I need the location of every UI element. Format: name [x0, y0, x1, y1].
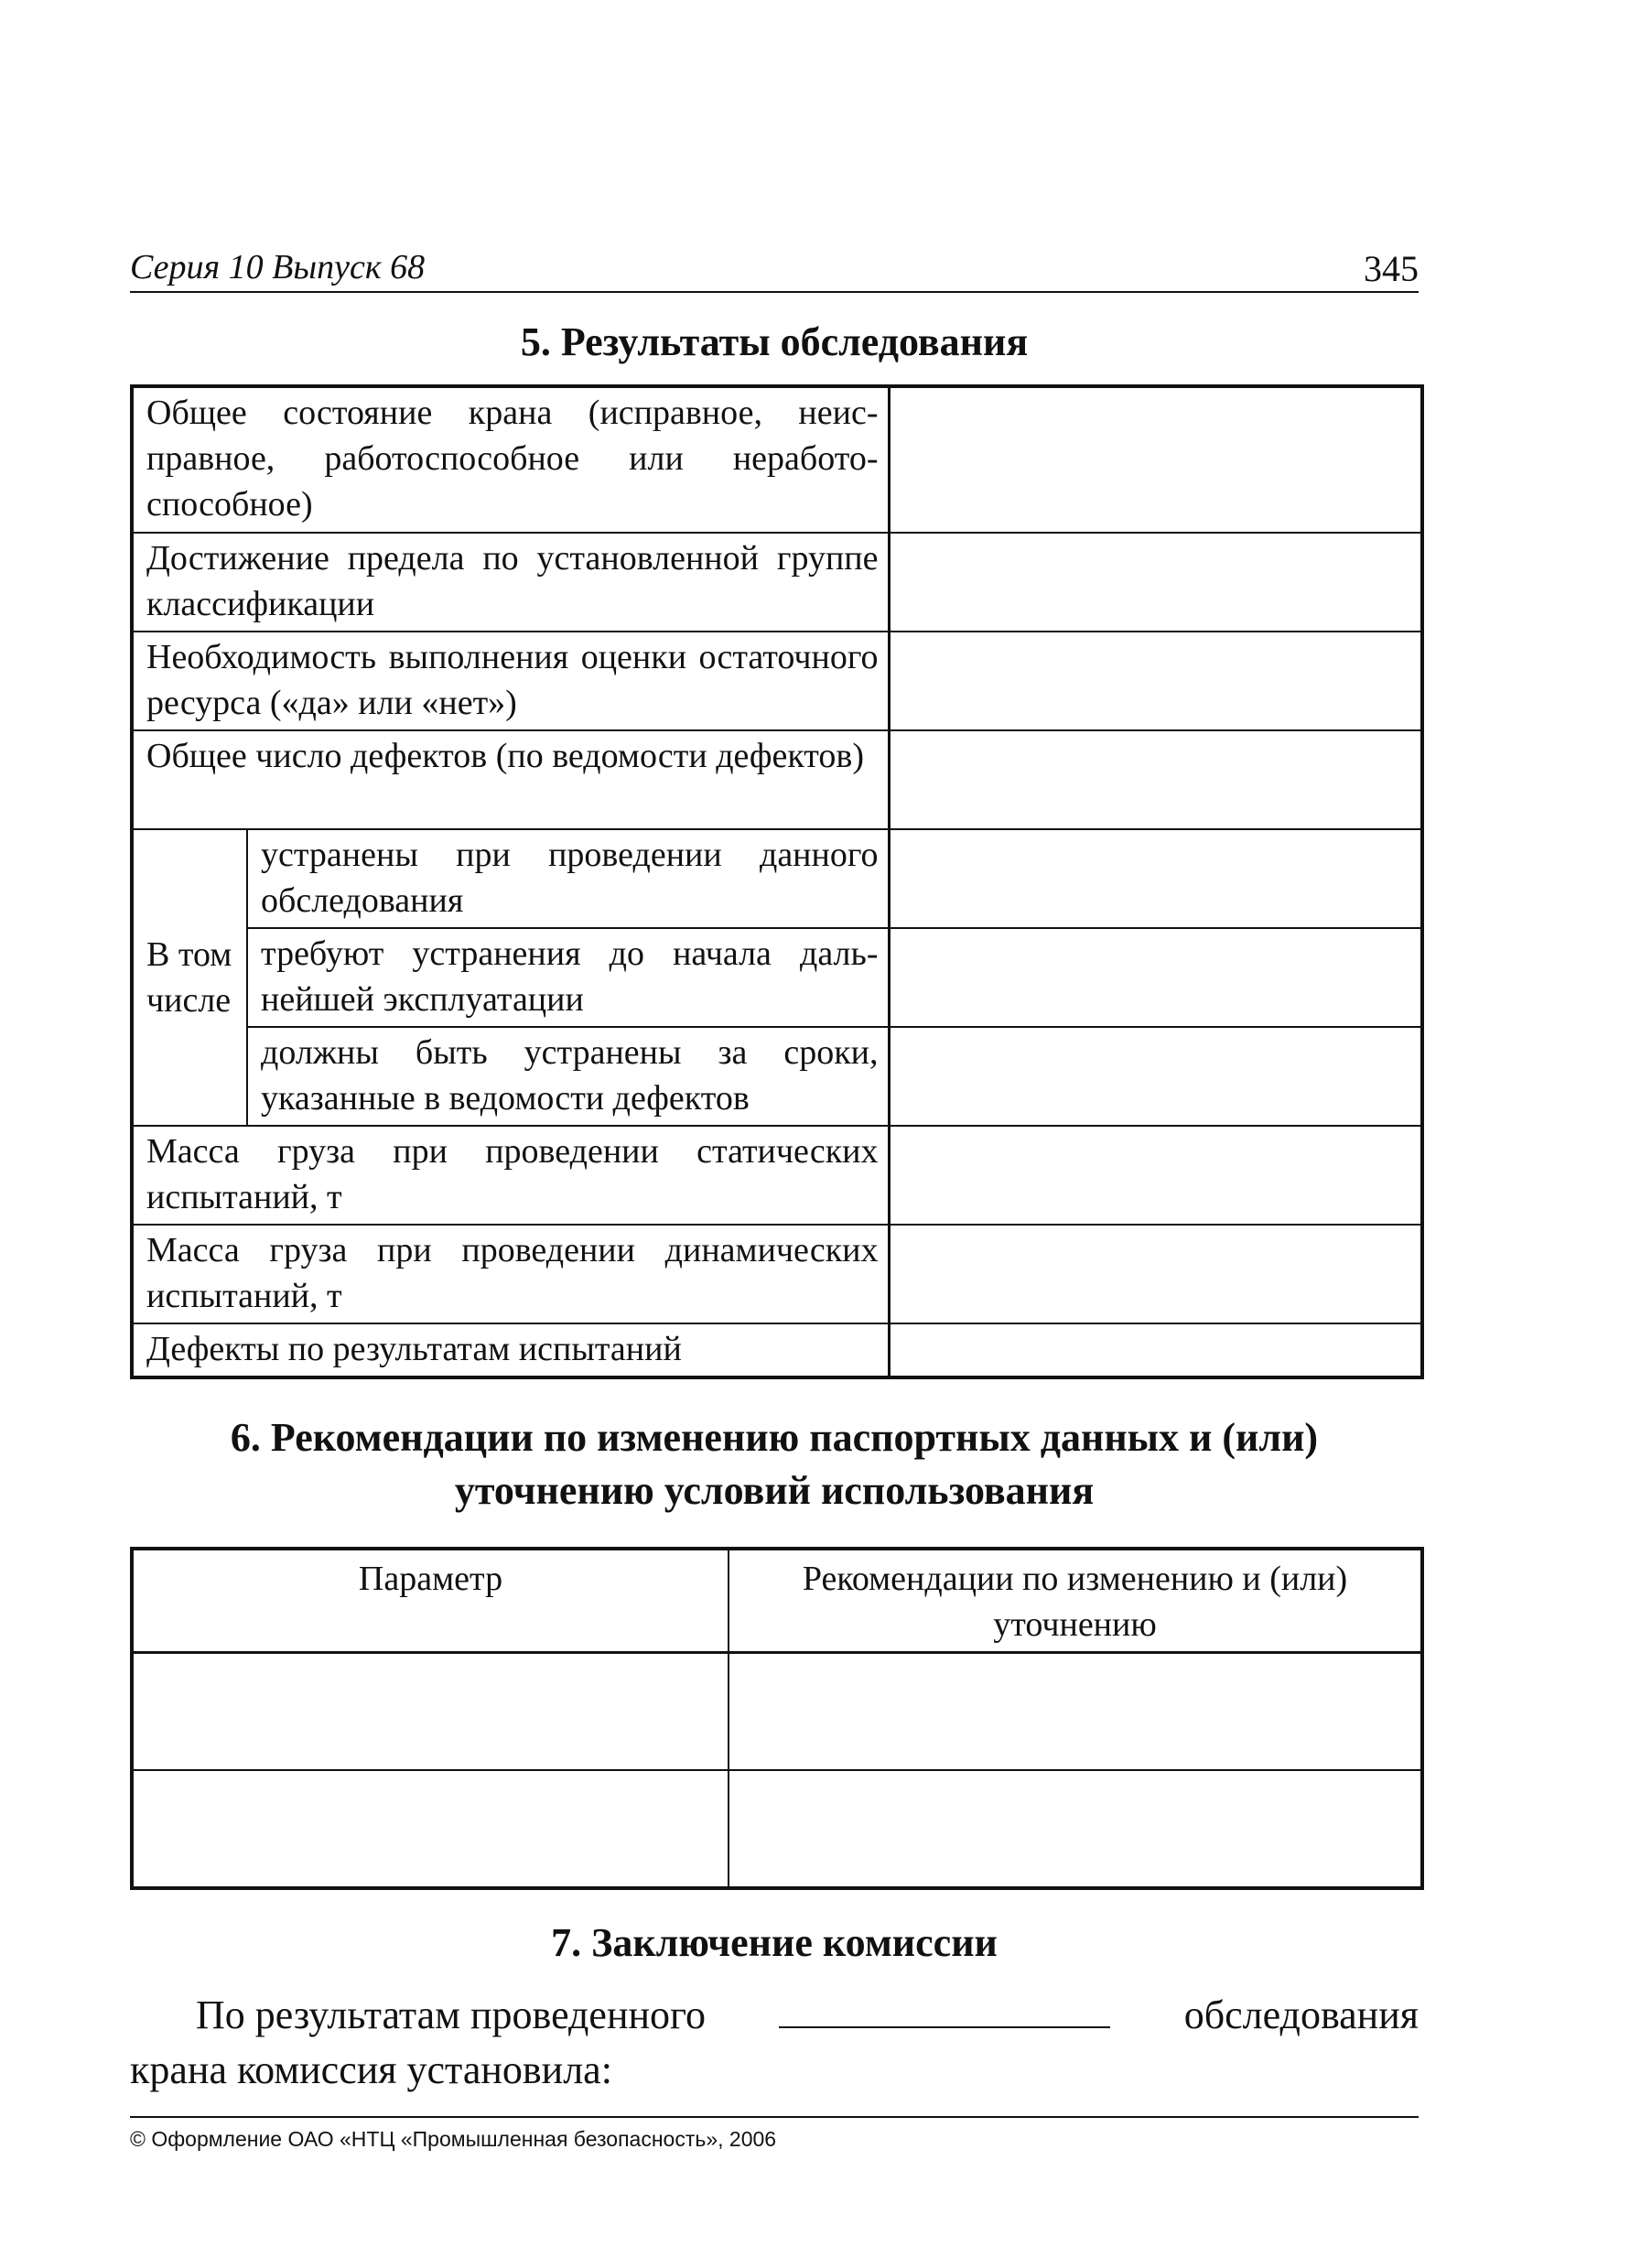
row-value-cell — [889, 386, 1422, 533]
results-table — [130, 384, 1424, 1379]
footer-divider — [130, 2116, 1419, 2118]
column-header-parameter: Параметр — [132, 1549, 729, 1653]
section-6-title-line-2: уточнению условий использования — [454, 1468, 1095, 1513]
table-row — [132, 1653, 1422, 1771]
table-row — [132, 829, 1422, 928]
conclusion-line-2: крана комиссия установила: — [130, 2047, 612, 2092]
section-5-title: 5. Результаты обследования — [520, 319, 1029, 364]
series-label: Серия 10 Выпуск 68 — [130, 248, 426, 286]
row-value-cell — [889, 1323, 1422, 1377]
fill-in-blank — [779, 1993, 1110, 2028]
row-label: Общее состояние крана (исправное, неисправное, работоспособное или неработоспособное) — [132, 386, 889, 533]
table-row — [132, 1770, 1422, 1888]
empty-cell — [132, 1770, 729, 1888]
row-label: Масса груза при проведении статических испытаний, т — [132, 1126, 889, 1225]
conclusion-text-start: По результатам проведенного — [196, 1993, 706, 2037]
row-label: Достижение предела по установленной группе классификации — [132, 533, 889, 632]
table-row — [132, 1323, 1422, 1377]
recommendations-table — [130, 1547, 1424, 1890]
empty-cell — [729, 1653, 1422, 1771]
running-header — [130, 245, 1419, 293]
section-6-title-line-1: 6. Рекомендации по изменению паспортных данных и (или) — [230, 1415, 1319, 1460]
row-value-cell — [889, 730, 1422, 829]
table-row — [132, 1126, 1422, 1225]
group-label: В том числе — [132, 829, 247, 1126]
row-value-cell — [889, 928, 1422, 1027]
row-value-cell — [889, 533, 1422, 632]
row-label: требуют устранения до начала дальнейшей эксплуатации — [247, 928, 889, 1027]
page-number: 345 — [1364, 248, 1419, 289]
table-row — [132, 928, 1422, 1027]
empty-cell — [729, 1770, 1422, 1888]
row-label: Дефекты по результатам испытаний — [132, 1323, 889, 1377]
row-value-cell — [889, 632, 1422, 730]
row-label: устранены при проведении данного обследования — [247, 829, 889, 928]
table-row — [132, 533, 1422, 632]
table-row — [132, 1225, 1422, 1323]
row-value-cell — [889, 1126, 1422, 1225]
row-value-cell — [889, 1225, 1422, 1323]
table-row — [132, 632, 1422, 730]
row-label: Общее число дефектов (по ведомости дефектов) — [132, 730, 889, 829]
table-row — [132, 1027, 1422, 1126]
conclusion-text — [130, 1988, 1419, 2098]
row-value-cell — [889, 1027, 1422, 1126]
conclusion-line-1 — [130, 1988, 1419, 2043]
footer-copyright: © Оформление ОАО «НТЦ «Промышленная безопасность», 2006 — [130, 2127, 777, 2151]
section-6-title — [130, 1411, 1419, 1517]
row-label: должны быть устранены за сроки, указанные в ведомости дефектов — [247, 1027, 889, 1126]
row-label: Необходимость выполнения оценки остаточного ресурса («да» или «нет») — [132, 632, 889, 730]
table-row — [132, 730, 1422, 829]
table-header-row — [132, 1549, 1422, 1653]
row-value-cell — [889, 829, 1422, 928]
section-7-title: 7. Заключение комиссии — [551, 1920, 998, 1965]
table-row — [132, 386, 1422, 533]
row-label: Масса груза при проведении динамических испытаний, т — [132, 1225, 889, 1323]
conclusion-text-end: обследования — [1183, 1993, 1419, 2037]
column-header-recommendation: Рекомендации по изменению и (или) уточнению — [729, 1549, 1422, 1653]
empty-cell — [132, 1653, 729, 1771]
